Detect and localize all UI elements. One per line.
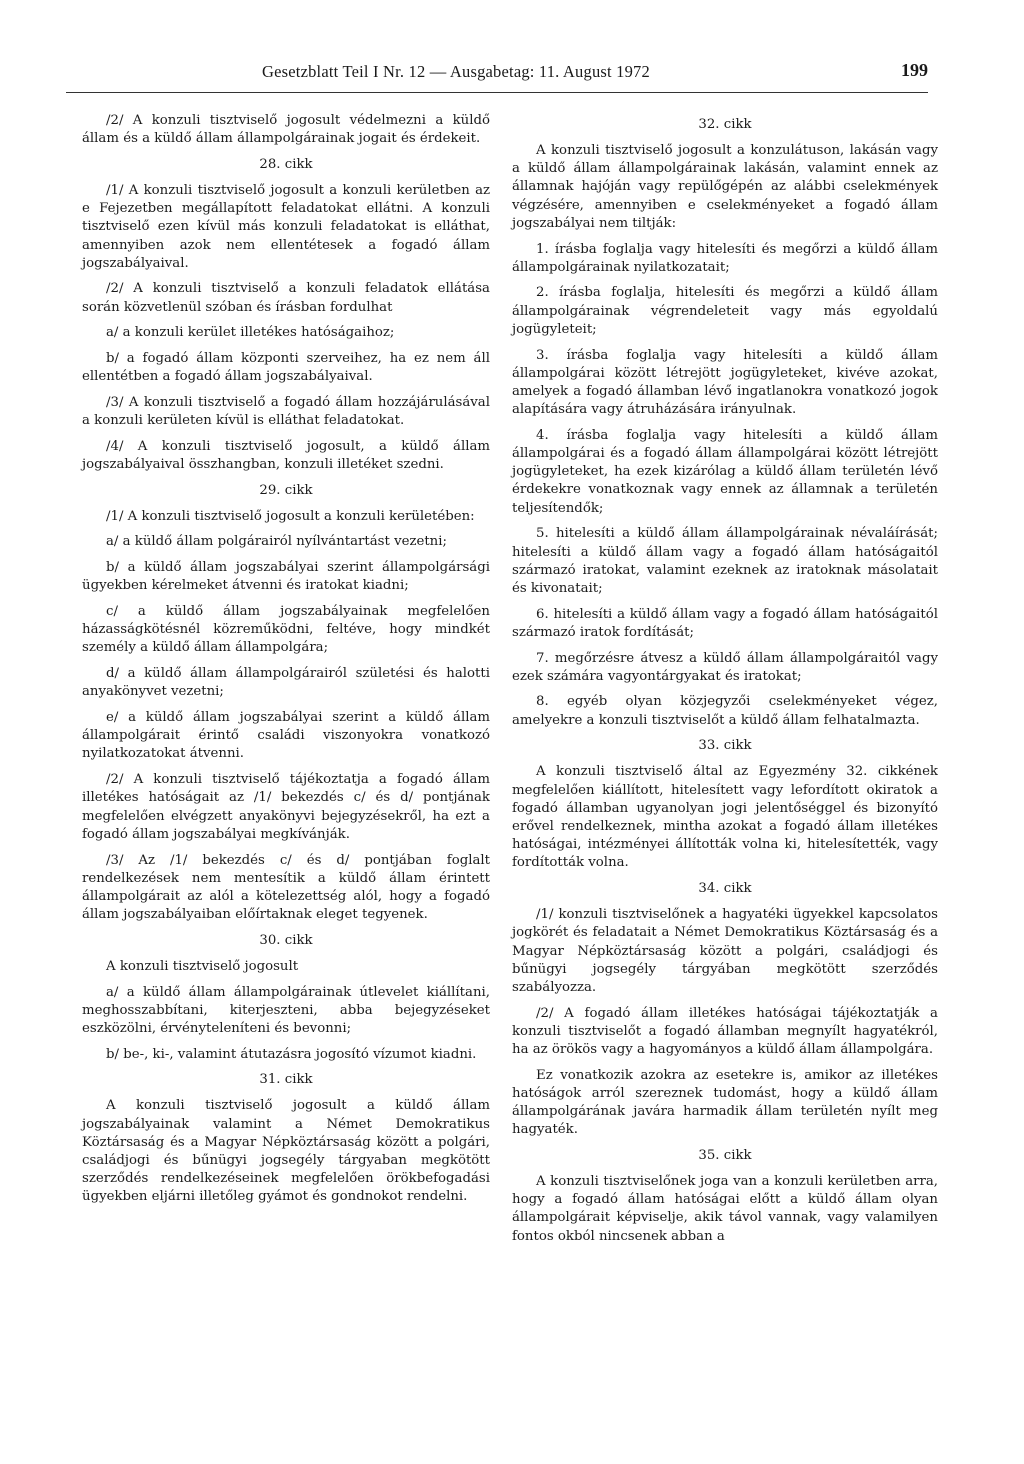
header-title: Gesetzblatt Teil I Nr. 12 — Ausgabetag: 11. August 1972 — [262, 62, 650, 81]
paragraph: /1/ konzuli tisztviselőnek a hagyatéki ügyekkel kapcsolatos jogkörét és feladatait a Német Demokratikus Köztársaság és a Magyar Népköztársaság között a polgári, családjogi és bűnügyi jogsegély tárgyában megkötött szerződés szabályozza. — [512, 907, 938, 995]
paragraph: /1/ A konzuli tisztviselő jogosult a konzuli kerületben az e Fejezetben megállapított feladatokat ellátni. A konzuli tisztviselő ezen kívül más konzuli feladatokat is elláthat, amennyiben azok nem ellentétesek a fogadó állam jogszabályaival. — [82, 182, 490, 271]
article-heading: 28. cikk — [259, 156, 313, 172]
paragraph: c/ a küldő állam jogszabályainak megfelelően házasságkötésnél közreműködni, feltéve, hogy mindkét személy a küldő állam állampolgára; — [82, 604, 490, 656]
article-heading: 32. cikk — [698, 117, 752, 132]
paragraph: /1/ A konzuli tisztviselő jogosult a konzuli kerületében: — [106, 508, 475, 524]
paragraph: A konzuli tisztviselő által az Egyezmény 32. cikkének megfelelően kiállított, hitelesített vagy lefordított okiratok a fogadó államban ugyanolyan jogi jelentőséggel és bizonyító erővel rendelkeznek, mintha azokat a fogadó állam illetékes hatóságai, intézményei állították volna ki, hitelesítették, vagy fordították volna. — [512, 764, 938, 871]
paragraph: A konzuli tisztviselő jogosult a konzulátuson, lakásán vagy a küldő állam állampolgárainak lakásán, valamint ennek az államnak hajóján vagy repülőgépén az alábbi cselekmények végzésére, amennyiben e cselekményeket a fogadó állam jogszabályai nem tiltják: — [512, 143, 938, 231]
paragraph: b/ a küldő állam jogszabályai szerint állampolgársági ügyekben kérelmeket átvenni és iratokat kiadni; — [82, 560, 490, 594]
paragraph: /2/ A konzuli tisztviselő a konzuli feladatok ellátása során közvetlenül szóban és írásban fordulhat — [82, 281, 490, 315]
paragraph: 3. írásba foglalja vagy hitelesíti a küldő állam állampolgárai között létrejött jogügyleteket, kivéve azokat, amelyek a fogadó államban lévő ingatlanokra vonatkozó jogok alapítására vagy átruházására irányulnak. — [512, 347, 938, 418]
article-heading: 29. cikk — [259, 482, 313, 498]
header-rule — [66, 92, 928, 93]
paragraph: b/ a fogadó állam központi szerveihez, ha ez nem áll ellentétben a fogadó állam jogszabályaival. — [82, 351, 490, 385]
paragraph: 2. írásba foglalja, hitelesíti és megőrzi a küldő állam állampolgárainak végrendeleteit vagy más egyoldalú jogügyleteit; — [512, 285, 938, 337]
right-column — [512, 112, 938, 1253]
paragraph: 7. megőrzésre átvesz a küldő állam állampolgáraitól vagy ezek számára vagyontárgyakat és iratokat; — [512, 650, 938, 684]
paragraph: A konzuli tisztviselő jogosult — [106, 958, 299, 974]
paragraph: Ez vonatkozik azokra az esetekre is, amikor az illetékes hatóságok arról szereznek tudomást, hogy a küldő állam állampolgárának javára harmadik állam területén nyílt meg hagyaték. — [512, 1067, 938, 1138]
paragraph: /2/ A fogadó állam illetékes hatóságai tájékoztatják a konzuli tisztviselőt a fogadó államban megnyílt hagyatékról, ha az örökös vagy a hagyományos a küldő állam állampolgára. — [512, 1005, 938, 1058]
article-heading: 35. cikk — [698, 1148, 752, 1164]
paragraph: b/ be-, ki-, valamint átutazásra jogosító vízumot kiadni. — [106, 1046, 477, 1062]
paragraph: /3/ Az /1/ bekezdés c/ és d/ pontjában foglalt rendelkezések nem mentesítik a küldő állam érintett állampolgárait az alól a kötelezettség alól, hogy a fogadó állam jogszabályaiban előírtaknak eleget tegyenek. — [82, 852, 490, 923]
paragraph: 6. hitelesíti a küldő állam vagy a fogadó állam hatóságaitól származó iratok fordítását; — [512, 606, 938, 640]
paragraph: 8. egyéb olyan közjegyzői cselekményeket végez, amelyekre a konzuli tisztviselőt a küldő állam felhatalmazta. — [512, 694, 938, 728]
paragraph: /2/ A konzuli tisztviselő jogosult védelmezni a küldő állam és a küldő állam állampolgárainak jogait és érdekeit. — [82, 113, 490, 147]
paragraph: a/ a küldő állam állampolgárainak útlevelet kiállítani, meghosszabbítani, kiterjeszteni, abba bejegyzéseket eszközölni, érvényteleníteni és bevonni; — [82, 984, 490, 1036]
paragraph: /4/ A konzuli tisztviselő jogosult, a küldő állam jogszabályaival összhangban, konzuli illetéket szedni. — [82, 438, 490, 473]
page-number: 199 — [901, 60, 928, 80]
paragraph: 5. hitelesíti a küldő állam állampolgárainak névaláírását; hitelesíti a küldő állam vagy a fogadó állam hatóságaitól származó iratokat, valamint ezeknek az iratoknak másolatait és kivonatait; — [512, 526, 938, 596]
article-heading: 33. cikk — [698, 738, 752, 754]
paragraph: d/ a küldő állam állampolgárairól születési és halotti anyakönyvet vezetni; — [82, 666, 490, 700]
left-column — [82, 112, 490, 1214]
paragraph: 1. írásba foglalja vagy hitelesíti és megőrzi a küldő állam állampolgárainak nyilatkozatait; — [512, 241, 938, 275]
article-heading: 31. cikk — [259, 1072, 313, 1088]
paragraph: /2/ A konzuli tisztviselő tájékoztatja a fogadó állam illetékes hatóságait az /1/ bekezdés c/ és d/ pontjának megfelelően elvégzett anyakönyvi bejegyzésekről, ha ezt a fogadó állam jogszabályai megkívánják. — [82, 772, 490, 842]
paragraph: a/ a konzuli kerület illetékes hatóságaihoz; — [106, 325, 395, 341]
article-heading: 34. cikk — [698, 881, 752, 897]
paragraph: A konzuli tisztviselőnek joga van a konzuli kerületben arra, hogy a fogadó állam hatóságai előtt a küldő állam olyan állampolgárait képviselje, akik távol vannak, vagy valamilyen fontos okból nincsenek abban a — [512, 1174, 938, 1244]
page-header — [66, 58, 928, 88]
paragraph: a/ a küldő állam polgárairól nyílvántartást vezetni; — [106, 534, 447, 550]
paragraph: A konzuli tisztviselő jogosult a küldő állam jogszabályainak valamint a Német Demokratikus Köztársaság és a Magyar Népköztársaság között a polgári, családjogi és bűnügyi jogsegély tárgyaban megkötött szerződés rendelkezéseinek megfelelően örökbefogadási ügyekben eljárni illetőleg gyámot és gondnokot rendelni. — [82, 1098, 490, 1205]
article-heading: 30. cikk — [259, 932, 313, 948]
paragraph: e/ a küldő állam jogszabályai szerint a küldő állam állampolgárait érintő családi viszonyokra vonatkozó nyilatkozatokat átvenni. — [82, 710, 490, 762]
paragraph: 4. írásba foglalja vagy hitelesíti a küldő állam állampolgárai és a fogadó állam állampolgárai között létrejött jogügyleteket, ha ezek kizárólag a küldő állam területén lévő érdekekre vonatkoznak vagy ennek az államnak a területén teljesítendők; — [512, 427, 938, 516]
paragraph: /3/ A konzuli tisztviselő a fogadó állam hozzájárulásával a konzuli kerületen kívül is elláthat feladatokat. — [82, 394, 490, 429]
